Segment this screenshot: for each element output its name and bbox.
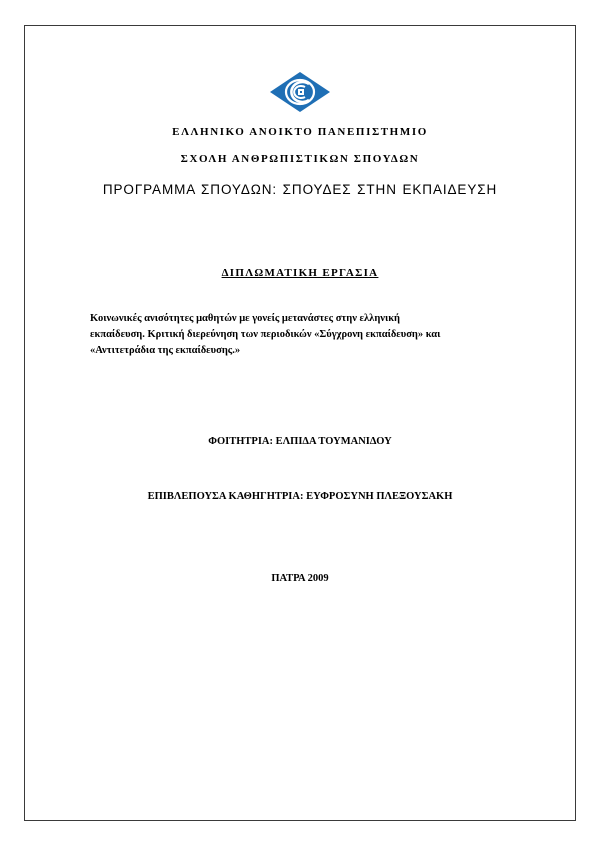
place-and-year: ΠΑΤΡΑ 2009: [271, 573, 329, 584]
thesis-title-line: «Αντιτετράδια της εκπαίδευσης.»: [90, 345, 241, 356]
thesis-title: [90, 311, 520, 359]
page-border: [24, 25, 576, 821]
university-name: ΕΛΛΗΝΙΚΟ ΑΝΟΙΚΤΟ ΠΑΝΕΠΙΣΤΗΜΙΟ: [172, 126, 428, 138]
thesis-title-line: εκπαίδευση. Κριτική διερεύνηση των περιοδικών «Σύγχρονη εκπαίδευση» και: [90, 329, 441, 340]
program-name: ΠΡΟΓΡΑΜΜΑ ΣΠΟΥΔΩΝ: ΣΠΟΥΔΕΣ ΣΤΗΝ ΕΚΠΑΙΔΕΥΣΗ: [102, 182, 498, 197]
student-name: ΦΟΙΤΗΤΡΙΑ: ΕΛΠΙΔΑ ΤΟΥΜΑΝΙΔΟΥ: [208, 436, 392, 447]
document-type-heading: ΔΙΠΛΩΜΑΤΙΚΗ ΕΡΓΑΣΙΑ: [221, 267, 379, 279]
school-name: ΣΧΟΛΗ ΑΝΘΡΩΠΙΣΤΙΚΩΝ ΣΠΟΥΔΩΝ: [180, 153, 420, 165]
university-logo-icon: [269, 71, 331, 113]
thesis-title-line: Κοινωνικές ανισότητες μαθητών με γονείς μετανάστες στην ελληνική: [90, 313, 401, 324]
supervisor-name: ΕΠΙΒΛΕΠΟΥΣΑ ΚΑΘΗΓΗΤΡΙΑ: ΕΥΦΡΟΣΥΝΗ ΠΛΕΞΟΥΣΑΚΗ: [147, 491, 453, 502]
